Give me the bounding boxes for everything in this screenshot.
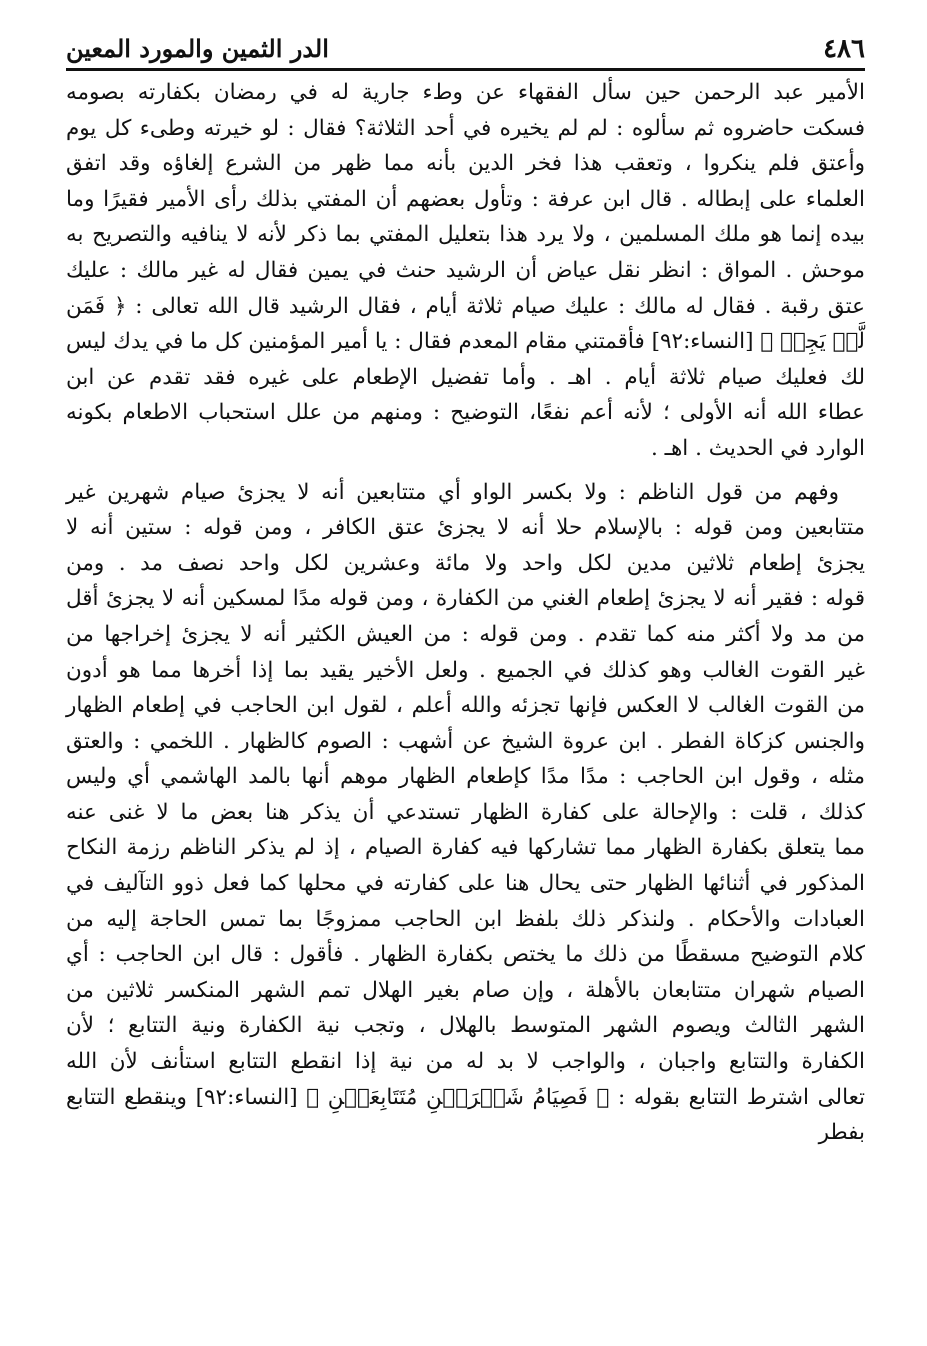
text-line: تعالى اشترط التتابع بقوله : ﴿ فَصِيَامُ شَهۡرَيۡنِ مُتَتَابِعَيۡنِ ﴾ [النساء:٩٢] وينقطع التتابع بفطر bbox=[66, 1084, 865, 1146]
paragraph-2 bbox=[66, 475, 865, 1151]
text-line: والجنس كزكاة الفطر . ابن عروة الشيخ عن أشهب : الصوم كالظهار . اللخمي : والعتق bbox=[66, 728, 865, 754]
text-line: لك فعليك صيام ثلاثة أيام . اهـ . وأما تفضيل الإطعام على غيره فقد تقدم عن ابن bbox=[66, 364, 865, 390]
text-line: فسكت حاضروه ثم سألوه : لم لم يخيره في أحد الثلاثة؟ فقال : لو خيرته وطىء كل يوم bbox=[66, 115, 865, 141]
text-line: الكفارة والتتابع واجبان ، والواجب لا بد له من نية إذا انقطع التتابع استأنف لأن الله bbox=[66, 1049, 865, 1075]
text-line: المذكور في أثنائها الظهار حتى يحال هنا على كفارته في محلها كما فعل ذوو التآليف في bbox=[66, 871, 865, 897]
text-line: من القوت الغالب لا العكس فإنها تجزئه والله أعلم ، لقول ابن الحاجب في إطعام الظهار bbox=[66, 693, 865, 719]
paragraph-1 bbox=[66, 75, 865, 467]
text-line: العلماء على إبطاله . قال ابن عرفة : وتأول بعضهم أن المفتي بذلك رأى الأمير فقيرًا وما bbox=[66, 186, 865, 212]
text-line: عطاء الله أنه الأولى ؛ لأنه أعم نفعًا، التوضيح : ومنهم من علل استحباب الاطعام بكونه bbox=[66, 400, 865, 426]
page-number: ٤٨٦ bbox=[823, 34, 865, 64]
text-line: وفهم من قول الناظم : ولا بكسر الواو أي متتابعين أنه لا يجزئ صيام شهرين غير bbox=[66, 479, 839, 505]
book-title: الدر الثمين والمورد المعين bbox=[66, 34, 329, 63]
text-line: الصيام شهران متتابعان بالأهلة ، وإن صام بغير الهلال تمم الشهر المنكسر ثلاثين من bbox=[66, 977, 865, 1003]
text-line: الأمير عبد الرحمن حين سأل الفقهاء عن وطء جارية له في رمضان بكفارته بصومه bbox=[66, 80, 865, 105]
text-line: متتابعين ومن قوله : بالإسلام حلا أنه لا يجزئ عتق الكافر ، ومن قوله : ستين أنه لا bbox=[66, 515, 865, 541]
text-line: وأعتق فلم ينكروا ، وتعقب هذا فخر الدين بأنه مما ظهر من الشرع إلغاؤه وقد اتفق bbox=[66, 151, 865, 177]
text-line: عتق رقبة . فقال له مالك : عليك صيام ثلاثة أيام ، فقال الرشيد قال الله تعالى : ﴿ فَمَن bbox=[66, 293, 865, 319]
text-line: كذلك ، قلت : والإحالة على كفارة الظهار تستدعي أن يذكر هنا بعض ما لا غنى عنه bbox=[66, 799, 865, 825]
text-line: الشهر الثالث ويصوم الشهر المتوسط بالهلال ، وتجب نية الكفارة ونية التتابع ؛ لأن bbox=[66, 1013, 865, 1039]
running-header bbox=[66, 34, 865, 71]
text-line: غير القوت الغالب وهو كذلك في الجميع . ولعل الأخير يقيد بما إذا أخرها مما هو أدون bbox=[66, 657, 865, 683]
text-line: من مد ولا أكثر منه كما تقدم . ومن قوله : من العيش الكثير أنه لا يجزئ إخراجها من bbox=[66, 621, 865, 647]
text-line: كلام التوضيح مسقطًا من ذلك ما يختص بكفارة الظهار . فأقول : قال ابن الحاجب : أي bbox=[66, 942, 865, 968]
text-line: بيده إنما هو ملك المسلمين ، ولا يرد هذا بتعليل المفتي بما ذكر لأنه لا ينافيه والتصريح به bbox=[66, 222, 865, 248]
text-line: مما يتعلق بكفارة الظهار مما تشاركها فيه كفارة الصيام ، إذ لم يذكر الناظم رزمة النكاح bbox=[66, 835, 865, 861]
text-line: الوارد في الحديث . اهـ . bbox=[651, 435, 865, 461]
text-line: قوله : فقير أنه لا يجزئ إطعام الغني من الكفارة ، ومن قوله مدًا لمسكين أنه لا يجزئ أقل bbox=[66, 586, 865, 612]
text-line: لَّمۡ يَجِدۡ ﴾ [النساء:٩٢] فأقمتني مقام المعدم فقال : يا أمير المؤمنين كل ما في يدك ليس bbox=[66, 329, 865, 355]
page-body bbox=[66, 75, 865, 1151]
text-line: موحش . المواق : انظر نقل عياض أن الرشيد حنث في يمين فقال له غير مالك : عليك bbox=[66, 257, 865, 283]
text-line: مثله ، وقول ابن الحاجب : مدًا مدًا كإطعام الظهار موهم أنها بالمد الهاشمي أي وليس bbox=[66, 764, 865, 790]
text-line: يجزئ إطعام ثلاثين مدين لكل واحد ولا مائة وعشرين لكل واحد نصف مد . ومن bbox=[66, 550, 865, 576]
text-line: العبادات والأحكام . ولنذكر ذلك بلفظ ابن الحاجب ممزوجًا بما تمس الحاجة إليه من bbox=[66, 906, 865, 932]
